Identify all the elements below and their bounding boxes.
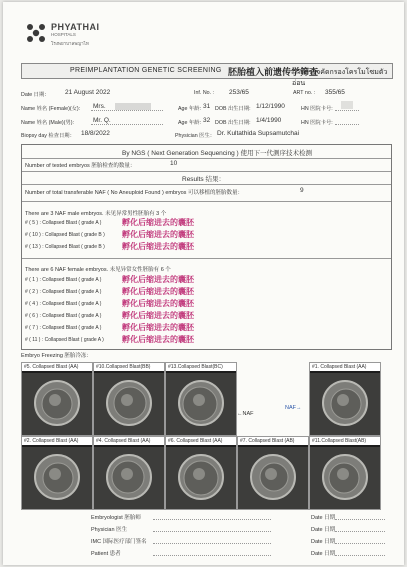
- inf-label: Inf. No. :: [194, 90, 215, 96]
- title-english: PREIMPLANTATION GENETIC SCREENING: [70, 67, 222, 74]
- date-label: Date 日期：: [21, 92, 50, 98]
- embryo-item-id: # ( 2 ) : Collapsed Blast ( grade A ): [25, 289, 102, 295]
- signature-role: Patient 患者: [91, 551, 121, 557]
- female-dob-value: 1/12/1990: [256, 103, 285, 110]
- biopsy-label: Biopsy day 检查日期：: [21, 133, 75, 139]
- signature-role: IMC 国际医疗部门签名: [91, 539, 147, 545]
- embryo-tile: [165, 362, 237, 436]
- signature-date-label: Date 日期: [311, 551, 336, 557]
- embryo-photo: [166, 373, 236, 435]
- naf-arrow-2: NAF→: [285, 405, 302, 411]
- naf-mark-1: NAF: [242, 411, 254, 417]
- female-hn-label: HN 医院卡号:: [301, 106, 333, 112]
- art-label: ART no. :: [293, 90, 316, 96]
- embryo-photo: [238, 447, 308, 509]
- naf-total-value: 9: [300, 187, 304, 194]
- signature-line: [153, 543, 271, 544]
- male-age-label: Age 年龄:: [178, 120, 201, 126]
- male-age-value: 32: [203, 117, 211, 124]
- embryo-tile: [309, 436, 381, 510]
- signature-date-label: Date 日期: [311, 527, 336, 533]
- embryo-item-note: 孵化后缩进去的囊胚: [122, 299, 194, 308]
- embryo-item-id: # ( 6 ) : Collapsed Blast ( grade A ): [25, 313, 102, 319]
- embryo-tile: [309, 362, 381, 436]
- embryo-tile-label: #7. Collapsed Blast (AB): [238, 437, 308, 445]
- redaction-bar: [115, 103, 151, 110]
- report-title-bar: [21, 63, 393, 87]
- embryo-photo: [310, 447, 380, 509]
- embryo-tile-label: #13.Collapsed Blast(BC): [166, 363, 236, 371]
- female-age-label: Age 年龄:: [178, 106, 201, 112]
- empty-cell: [237, 362, 307, 434]
- signature-date-line: [335, 519, 385, 520]
- embryo-item-note: 孵化后缩进去的囊胚: [122, 335, 194, 344]
- signature-date-line: [335, 543, 385, 544]
- signature-line: [153, 555, 271, 556]
- naf-arrow-1: ←NAF: [237, 411, 254, 417]
- signature-date-label: Date 日期: [311, 515, 336, 521]
- results-header: Results 结果：: [182, 176, 225, 183]
- embryo-item-id: # ( 4 ) : Collapsed Blast ( grade A ): [25, 301, 102, 307]
- embryo-photo: [22, 447, 92, 509]
- female-name-line: [91, 110, 163, 111]
- embryo-tile-label: #10.Collapsed Blast(BB): [94, 363, 164, 371]
- embryo-photo: [166, 447, 236, 509]
- brand-name: PHYATHAI: [51, 22, 100, 32]
- male-embryo-header: There are 3 NAF male embryos. 未见异常男性胚胎有 3 个: [25, 211, 167, 217]
- signature-role: Physician 医生: [91, 527, 128, 533]
- female-age-value: 31: [203, 103, 211, 110]
- signature-role: Embryologist 胚胎师: [91, 515, 141, 521]
- embryo-tile: [21, 362, 93, 436]
- signature-date-line: [335, 555, 385, 556]
- female-name-value: Mrs.: [93, 103, 106, 110]
- logo-icon: [25, 22, 47, 44]
- female-embryo-header: There are 6 NAF female embryos. 未见异常女性胚胎有 6 个: [25, 267, 171, 273]
- embryo-tile-label: #2. Collapsed Blast (AA): [22, 437, 92, 445]
- embryo-item-note: 孵化后缩进去的囊胚: [122, 230, 194, 239]
- title-chinese: 胚胎植入前遗传学筛查: [228, 67, 319, 77]
- embryo-tile: [93, 362, 165, 436]
- male-name-label: Name 姓名 (Male)(男):: [21, 120, 74, 126]
- embryo-item-id: # ( 7 ) : Collapsed Blast ( grade A ): [25, 325, 102, 331]
- naf-mark-2: NAF: [285, 405, 296, 411]
- embryo-item-id: # ( 10 ) : Collapsed Blast ( grade B ): [25, 232, 105, 238]
- signature-line: [153, 531, 271, 532]
- female-name-label: Name 姓名 (Female)(女):: [21, 106, 81, 112]
- male-hn-line: [335, 124, 359, 125]
- hospital-logo: [25, 18, 145, 50]
- embryo-tile-label: #11.Collapsed Blast(AB): [310, 437, 380, 445]
- female-hn-line: [335, 110, 359, 111]
- table-divider: [22, 171, 391, 172]
- embryo-item-id: # ( 11 ) : Collapsed Blast ( grade A ): [25, 337, 104, 343]
- report-page: [3, 2, 404, 565]
- embryo-item-note: 孵化后缩进去的囊胚: [122, 323, 194, 332]
- embryo-tile: [21, 436, 93, 510]
- embryo-tile-label: #4. Collapsed Blast (AA): [94, 437, 164, 445]
- embryo-item-note: 孵化后缩进去的囊胚: [122, 218, 194, 227]
- embryo-tile: [165, 436, 237, 510]
- naf-total-label: Number of total transferable NAF ( No Aneuploid Found ) embryos 可以移植的胚胎数量：: [25, 190, 243, 196]
- embryo-item-id: # ( 13 ) : Collapsed Blast ( grade B ): [25, 244, 105, 250]
- embryo-item-note: 孵化后缩进去的囊胚: [122, 287, 194, 296]
- male-name-value: Mr. Q.: [93, 117, 111, 124]
- signature-date-line: [335, 531, 385, 532]
- embryo-tile-label: #1. Collapsed Blast (AA): [310, 363, 380, 371]
- signature-line: [153, 519, 271, 520]
- physician-label: Physician 医生：: [175, 133, 216, 139]
- embryo-item-id: # ( 5 ) : Collapsed Blast ( grade A ): [25, 220, 102, 226]
- embryo-item-note: 孵化后缩进去的囊胚: [122, 275, 194, 284]
- embryo-tile: [93, 436, 165, 510]
- tested-label: Number of tested embryos 胚胎检查的数量：: [25, 163, 136, 169]
- embryo-tile-label: #6. Collapsed Blast (AA): [166, 437, 236, 445]
- brand-sub: HOSPITALS: [51, 32, 76, 37]
- embryo-item-note: 孵化后缩进去的囊胚: [122, 242, 194, 251]
- male-dob-value: 1/4/1990: [256, 117, 282, 124]
- date-value: 21 August 2022: [65, 89, 111, 96]
- freezing-label: Embryo Freezing 胚胎冷冻：: [21, 353, 92, 359]
- embryo-photo: [94, 447, 164, 509]
- table-divider: [22, 158, 391, 159]
- embryo-tile-label: #5. Collapsed Blast (AA): [22, 363, 92, 371]
- signature-date-label: Date 日期: [311, 539, 336, 545]
- embryo-tile: [237, 436, 309, 510]
- results-table: [21, 144, 392, 350]
- male-dob-label: DOB 出生日期:: [215, 120, 251, 126]
- tested-value: 10: [170, 160, 178, 167]
- table-divider: [22, 184, 391, 185]
- biopsy-value: 18/8/2022: [81, 130, 110, 137]
- embryo-item-id: # ( 1 ) : Collapsed Blast ( grade A ): [25, 277, 102, 283]
- art-value: 355/65: [325, 89, 345, 96]
- female-dob-label: DOB 出生日期:: [215, 106, 251, 112]
- male-hn-label: HN 医院卡号:: [301, 120, 333, 126]
- redaction-bar: [341, 101, 353, 109]
- embryo-photo: [94, 373, 164, 435]
- embryo-photo: [310, 373, 380, 435]
- title-thai: การตรวจคัดกรองโครโมโซมตัวอ่อน: [292, 69, 388, 87]
- physician-value: Dr. Kultathida Supsamutchai: [217, 130, 300, 137]
- table-divider: [22, 201, 391, 202]
- inf-value: 253/65: [229, 89, 249, 96]
- brand-thai: โรงพยาบาลพญาไท: [51, 41, 89, 46]
- male-name-line: [91, 124, 163, 125]
- method-line: By NGS ( Next Generation Sequencing ) 使用下一代测序技术检测: [122, 150, 313, 157]
- embryo-photo: [22, 373, 92, 435]
- table-divider: [22, 258, 391, 259]
- embryo-item-note: 孵化后缩进去的囊胚: [122, 311, 194, 320]
